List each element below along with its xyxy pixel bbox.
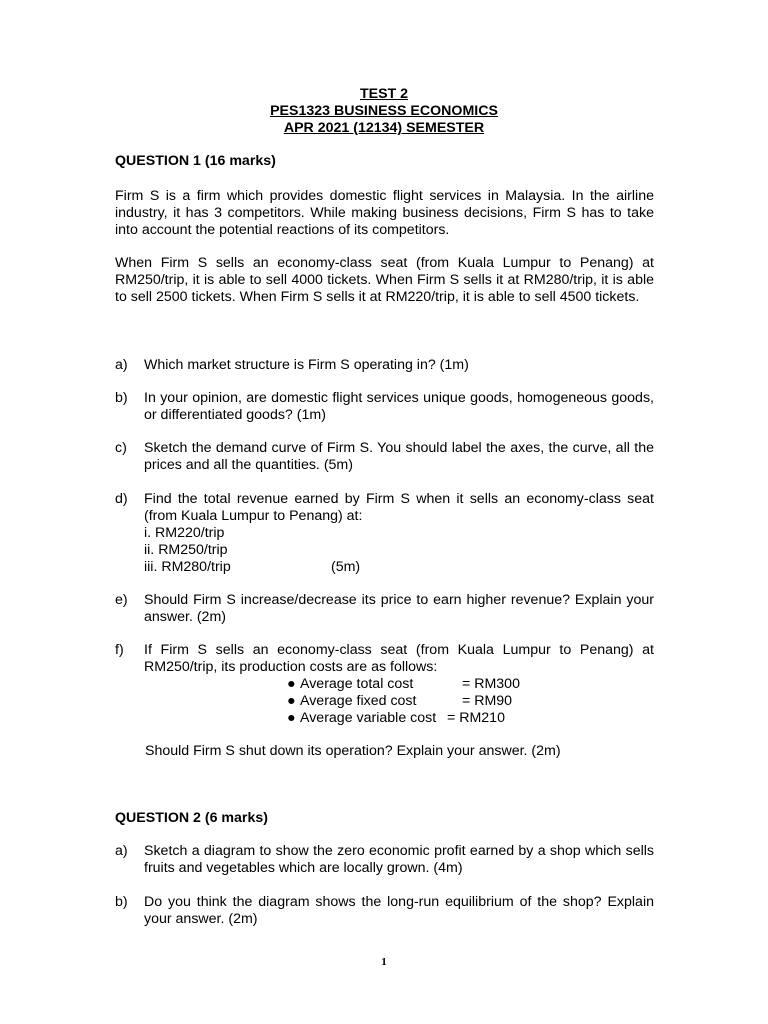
question-2a-label: a) (115, 843, 128, 859)
question-1f-label: f) (115, 642, 124, 658)
bullet-dot-icon: ● (287, 693, 296, 709)
bullet-label: Average fixed cost (300, 693, 417, 709)
bullet-average-total-cost (287, 676, 587, 693)
question-1c (115, 440, 654, 474)
question-1f-text: If Firm S sells an economy-class seat (from Kuala Lumpur to Penang) at RM250/trip, its production costs are as follows: (144, 642, 654, 675)
bullet-value: = RM210 (447, 710, 505, 726)
question-1e-text: Should Firm S increase/decrease its price to earn higher revenue? Explain your answer. (2m) (144, 592, 654, 625)
question-1e-label: e) (115, 592, 128, 608)
question-2a-text: Sketch a diagram to show the zero economic profit earned by a shop which sells fruits and vegetables which are locally grown. (4m) (144, 843, 654, 876)
bullet-average-fixed-cost (287, 693, 587, 710)
document-header (0, 86, 768, 137)
question-1b-text: In your opinion, are domestic flight services unique goods, homogeneous goods, or differentiated goods? (1m) (144, 390, 654, 423)
question-1d-sub-iii-text: iii. RM280/trip (144, 559, 231, 575)
question-1c-label: c) (115, 440, 127, 456)
question-1a-label: a) (115, 357, 128, 373)
question-1-paragraph-2: When Firm S sells an economy-class seat (from Kuala Lumpur to Penang) at RM250/trip, it is able to sell 4000 tickets. When Firm S sells it at RM280/trip, it is able to sell 2500 tickets. When Firm S sells it at RM220/trip, it is able to sell 4500 tickets. (115, 255, 654, 305)
question-1-paragraph-1: Firm S is a firm which provides domestic flight services in Malaysia. In the airline industry, it has 3 competitors. While making business decisions, Firm S has to take into account the potential reactions of its competitors. (115, 188, 654, 238)
question-1c-text: Sketch the demand curve of Firm S. You should label the axes, the curve, all the prices and all the quantities. (5m) (144, 440, 654, 473)
question-1a (115, 357, 654, 374)
question-1e (115, 592, 654, 626)
bullet-value: = RM300 (462, 676, 520, 692)
bullet-dot-icon: ● (287, 710, 296, 726)
question-1d-marks: (5m) (331, 559, 361, 575)
bullet-average-variable-cost (287, 710, 587, 727)
question-2-heading: QUESTION 2 (6 marks) (115, 810, 268, 826)
question-1d-label: d) (115, 491, 128, 507)
course-title: PES1323 BUSINESS ECONOMICS (270, 103, 498, 119)
question-2a (115, 843, 654, 877)
question-1f-question: Should Firm S shut down its operation? Explain your answer. (2m) (145, 743, 561, 759)
bullet-label: Average variable cost (300, 710, 437, 726)
question-2b-label: b) (115, 894, 128, 910)
semester-title: APR 2021 (12134) SEMESTER (283, 120, 485, 136)
question-1d-sub-i: i. RM220/trip (144, 525, 225, 541)
question-1d-text: Find the total revenue earned by Firm S when it sells an economy-class seat (from Kuala Lumpur to Penang) at: (144, 491, 654, 524)
cost-bullet-list (287, 676, 587, 727)
bullet-label: Average total cost (300, 676, 414, 692)
page-number: 1 (381, 956, 387, 968)
question-1d-sub-ii: ii. RM250/trip (144, 542, 228, 558)
bullet-dot-icon: ● (287, 676, 296, 692)
bullet-value: = RM90 (462, 693, 513, 709)
test-title: TEST 2 (359, 86, 409, 102)
question-1b (115, 390, 654, 424)
question-1a-text: Which market structure is Firm S operating in? (1m) (144, 357, 469, 373)
question-1-heading: QUESTION 1 (16 marks) (115, 153, 276, 169)
question-1d (115, 491, 654, 576)
question-1d-sub-iii (144, 559, 654, 576)
question-1f (115, 642, 654, 676)
question-2b (115, 894, 654, 928)
question-1b-label: b) (115, 390, 128, 406)
question-2b-text: Do you think the diagram shows the long-run equilibrium of the shop? Explain your answer. (2m) (144, 894, 654, 927)
